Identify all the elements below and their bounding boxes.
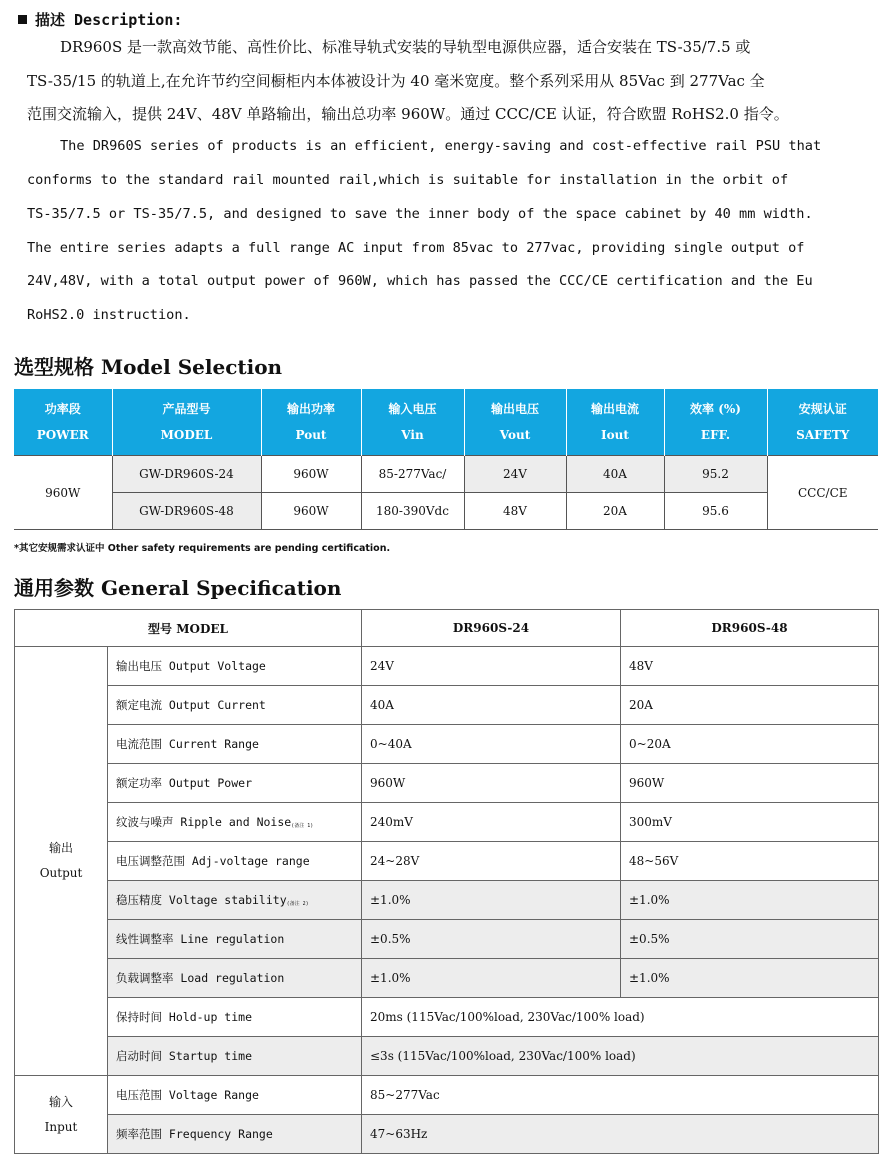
value-cell: ±1.0% [362, 881, 621, 920]
value-cell: 47~63Hz [362, 1115, 879, 1154]
footnote-marker: (备注 1) [291, 823, 314, 829]
value-cell: 40A [362, 686, 621, 725]
pout-cell: 960W [261, 456, 361, 493]
input-group-cell: 输入 Input [15, 1076, 108, 1154]
table-header-row [15, 610, 879, 647]
general-spec-table [14, 609, 879, 1154]
table-row [15, 647, 879, 686]
value-cell: ±0.5% [362, 920, 621, 959]
description-line: conforms to the standard rail mounted rail,which is suitable for installation in the orbit of [27, 172, 789, 188]
column-header: 效率 (%) EFF. [664, 389, 767, 456]
value-cell: ±1.0% [362, 959, 621, 998]
model-selection-title: 选型规格 Model Selection [14, 355, 283, 379]
value-cell: 85~277Vac [362, 1076, 879, 1115]
table-row [15, 1076, 879, 1115]
param-cell: 额定功率 Output Power [108, 764, 362, 803]
param-cell: 频率范围 Frequency Range [108, 1115, 362, 1154]
table-row [15, 881, 879, 920]
value-cell: ±1.0% [621, 881, 879, 920]
description-line: The entire series adapts a full range AC input from 85vac to 277vac, providing single output of [27, 240, 805, 256]
description-line: 24V,48V, with a total output power of 960W, which has passed the CCC/CE certification and the Eu [27, 273, 813, 289]
description-line: TS-35/15 的轨道上,在允许节约空间橱柜内本体被设计为 40 毫米宽度。整个系列采用从 85Vac 到 277Vac 全 [27, 72, 765, 90]
table-row [14, 493, 878, 530]
value-cell: 48~56V [621, 842, 879, 881]
footnote-marker: (备注 2) [286, 901, 309, 907]
table-header-row [14, 389, 878, 456]
vout-cell: 24V [464, 456, 566, 493]
table-row [15, 725, 879, 764]
param-cell: 电压范围 Voltage Range [108, 1076, 362, 1115]
power-cell: 960W [14, 456, 112, 530]
bullet-square-icon [18, 15, 27, 24]
value-cell: 20ms (115Vac/100%load, 230Vac/100% load) [362, 998, 879, 1037]
param-cell: 启动时间 Startup time [108, 1037, 362, 1076]
value-cell: 300mV [621, 803, 879, 842]
table-row [15, 764, 879, 803]
value-cell: 960W [362, 764, 621, 803]
model-header-cell: DR960S-24 [362, 610, 621, 647]
column-header: 产品型号 MODEL [112, 389, 261, 456]
value-cell: ≤3s (115Vac/100%load, 230Vac/100% load) [362, 1037, 879, 1076]
vin-cell: 85-277Vac/ [361, 456, 464, 493]
description-line: 范围交流输入，提供 24V、48V 单路输出，输出总功率 960W。通过 CCC/CE 认证，符合欧盟 RoHS2.0 指令。 [27, 105, 789, 123]
value-cell: 0~20A [621, 725, 879, 764]
param-cell: 线性调整率 Line regulation [108, 920, 362, 959]
description-heading: 描述 Description: [18, 9, 182, 30]
table-row [15, 842, 879, 881]
description-line: DR960S 是一款高效节能、高性价比、标准导轨式安装的导轨型电源供应器，适合安装在 TS-35/7.5 或 [60, 38, 751, 56]
param-cell: 纹波与噪声 Ripple and Noise$_{(备注 1)}$ [108, 803, 362, 842]
table-row [15, 686, 879, 725]
param-cell: 输出电压 Output Voltage [108, 647, 362, 686]
eff-cell: 95.6 [664, 493, 767, 530]
value-cell: 48V [621, 647, 879, 686]
iout-cell: 40A [566, 456, 664, 493]
model-selection-table [14, 389, 878, 530]
value-cell: ±0.5% [621, 920, 879, 959]
description-line: The DR960S series of products is an efficient, energy-saving and cost-effective rail PSU that [60, 138, 822, 154]
model-cell: GW-DR960S-48 [112, 493, 261, 530]
table-row [15, 959, 879, 998]
vin-cell: 180-390Vdc [361, 493, 464, 530]
param-cell: 稳压精度 Voltage stability$_{(备注 2)}$ [108, 881, 362, 920]
column-header: 输出电流 Iout [566, 389, 664, 456]
table-row [15, 1037, 879, 1076]
table-row [14, 456, 878, 493]
safety-note: *其它安规需求认证中 Other safety requirements are pending certification. [14, 543, 391, 554]
param-cell: 额定电流 Output Current [108, 686, 362, 725]
column-header: 功率段 POWER [14, 389, 112, 456]
output-group-cell: 输出 Output [15, 647, 108, 1076]
value-cell: 24V [362, 647, 621, 686]
param-cell: 电流范围 Current Range [108, 725, 362, 764]
value-cell: 960W [621, 764, 879, 803]
pout-cell: 960W [261, 493, 361, 530]
value-cell: ±1.0% [621, 959, 879, 998]
vout-cell: 48V [464, 493, 566, 530]
table-row [15, 998, 879, 1037]
value-cell: 240mV [362, 803, 621, 842]
column-header: 输入电压 Vin [361, 389, 464, 456]
safety-cell: CCC/CE [767, 456, 878, 530]
description-line: TS-35/7.5 or TS-35/7.5, and designed to save the inner body of the space cabinet by 40 mm width. [27, 206, 813, 222]
eff-cell: 95.2 [664, 456, 767, 493]
table-row [15, 1115, 879, 1154]
table-row [15, 803, 879, 842]
column-header: 输出功率 Pout [261, 389, 361, 456]
param-cell: 电压调整范围 Adj-voltage range [108, 842, 362, 881]
model-label-cell: 型号 MODEL [15, 610, 362, 647]
iout-cell: 20A [566, 493, 664, 530]
value-cell: 20A [621, 686, 879, 725]
param-cell: 保持时间 Hold-up time [108, 998, 362, 1037]
value-cell: 0~40A [362, 725, 621, 764]
column-header: 安规认证 SAFETY [767, 389, 878, 456]
model-cell: GW-DR960S-24 [112, 456, 261, 493]
description-line: RoHS2.0 instruction. [27, 307, 191, 323]
param-cell: 负载调整率 Load regulation [108, 959, 362, 998]
table-row [15, 920, 879, 959]
value-cell: 24~28V [362, 842, 621, 881]
general-spec-title: 通用参数 General Specification [14, 576, 342, 600]
column-header: 输出电压 Vout [464, 389, 566, 456]
model-header-cell: DR960S-48 [621, 610, 879, 647]
